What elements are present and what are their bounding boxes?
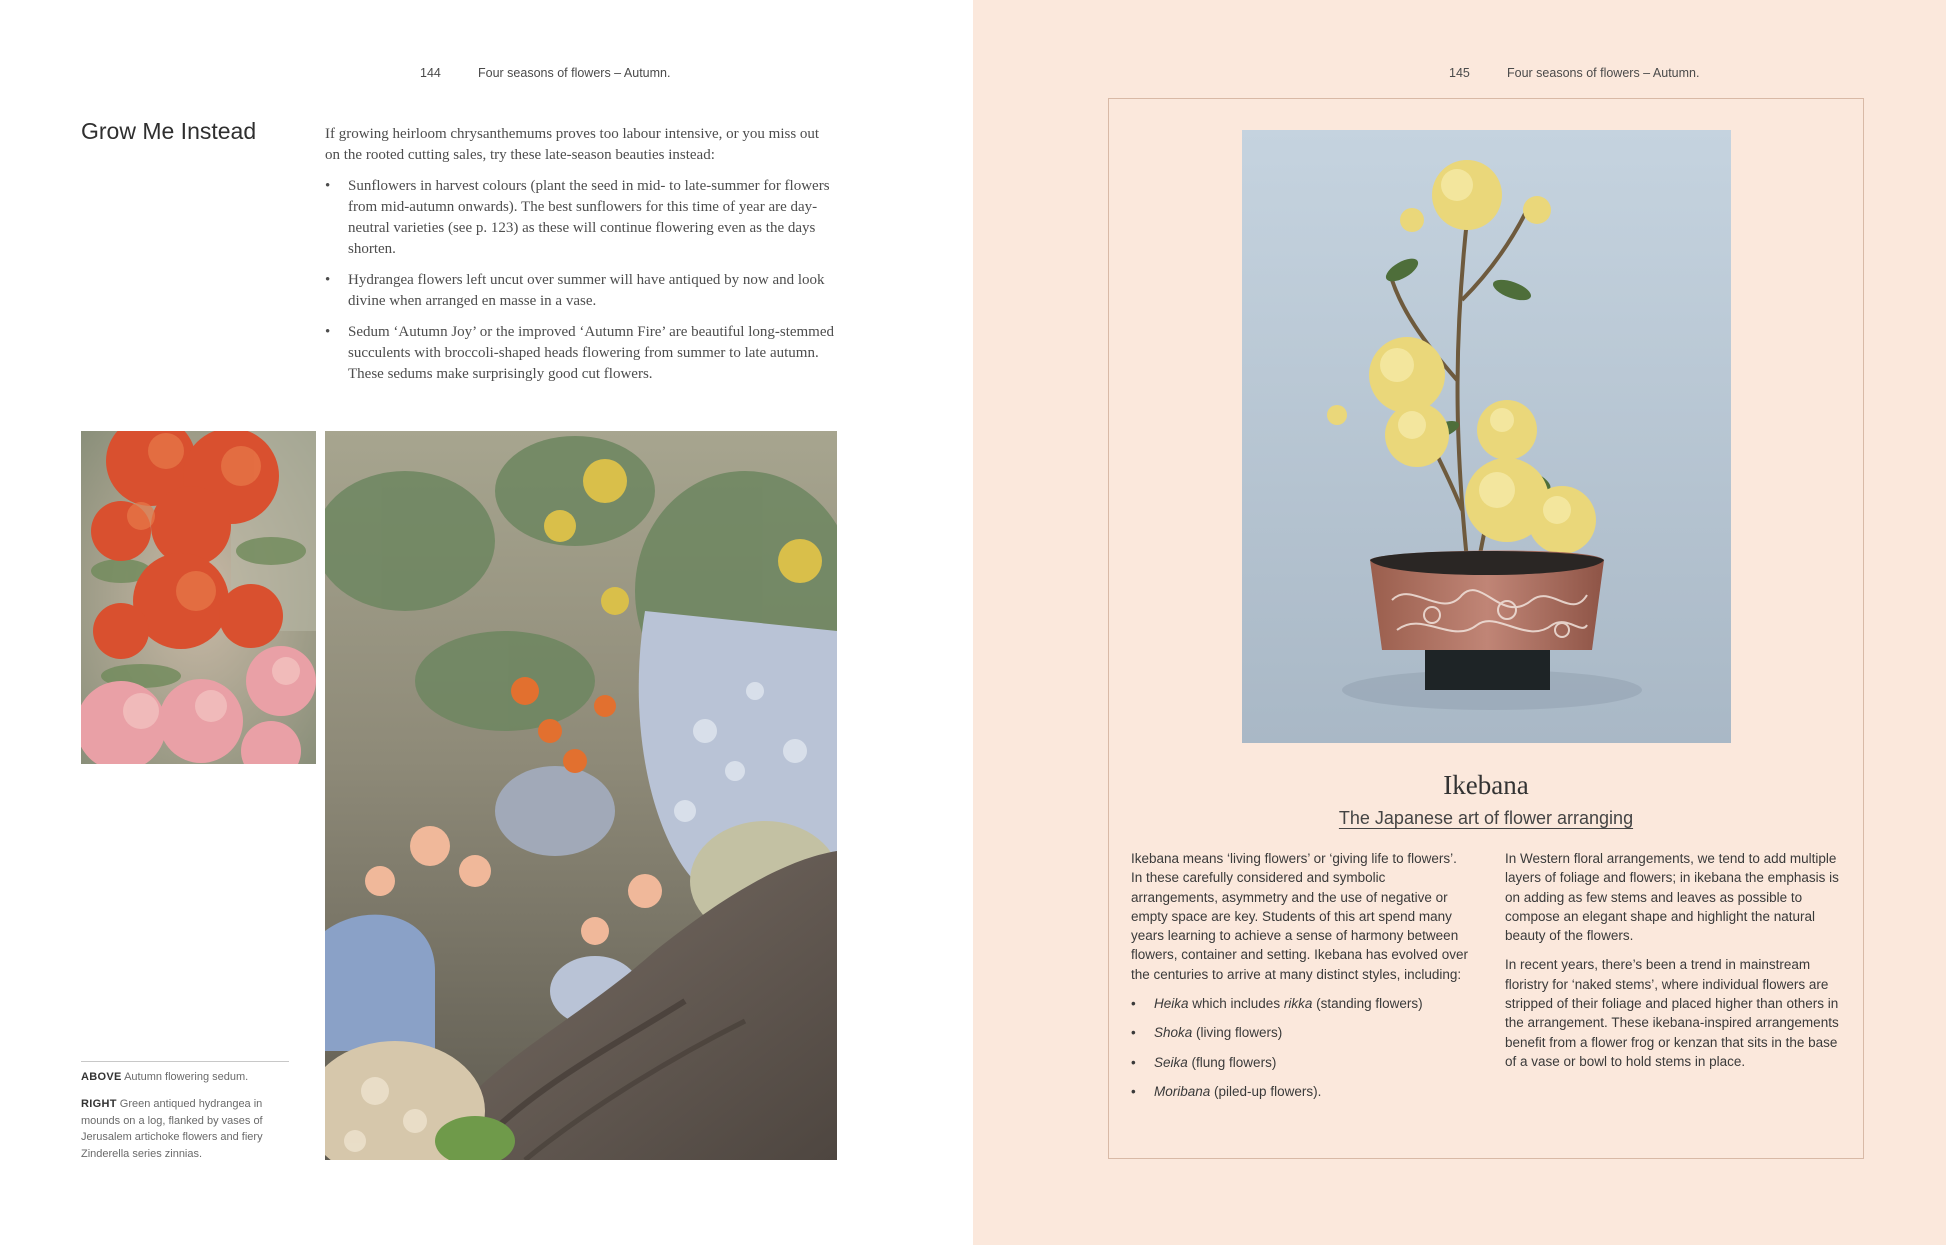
list-item: • Sedum ‘Autumn Joy’ or the improved ‘Autumn Fire’ are beautiful long-stemmed succulents with broccoli-shaped heads flowering from summer to late autumn. These sedums make surprisingly good cut flowers. [325,322,835,385]
caption-label: ABOVE [81,1071,122,1083]
list-item [1131,994,1471,1013]
style-desc: (flung flowers) [1187,1054,1277,1070]
ikebana-column-2 [1505,849,1845,1081]
style-desc: (piled-up flowers). [1210,1083,1322,1099]
style-name: Seika [1154,1054,1188,1070]
ikebana-subtitle: The Japanese art of flower arranging [1338,808,1634,828]
caption-text: Autumn flowering sedum. [124,1071,249,1083]
ikebana-photo [1242,130,1731,743]
right-page-number: 145 [1449,66,1470,80]
sedum-photo [81,431,316,764]
list-item: • Hydrangea flowers left uncut over summer will have antiqued by now and look divine when arranged en masse in a vase. [325,270,835,312]
list-item [1131,1023,1471,1042]
list-item [1131,1082,1471,1101]
caption-text: Green antiqued hydrangea in mounds on a log, flanked by vases of Jerusalem artichoke flowers and fiery Zinderella series zinnias. [81,1098,263,1160]
style-desc: (living flowers) [1192,1025,1283,1041]
caption-right [81,1096,296,1162]
ikebana-intro: Ikebana means ‘living flowers’ or ‘giving life to flowers’. In these carefully considered and symbolic arrangements, asymmetry and the use of negative or empty space are key. Students of this art spend many years learning to achieve a sense of harmony between flowers, container and setting. Ikebana has evolved over the centuries to arrive at many distinct styles, including: [1131,851,1468,982]
right-running-head-text: Four seasons of flowers – Autumn. [1507,66,1700,80]
left-running-head [420,66,670,80]
right-running-head [1449,66,1699,80]
ikebana-paragraph: In recent years, there’s been a trend in mainstream floristry for ‘naked stems’, where individual flowers are stripped of their foliage and placed higher than others in the arrangement. These ikebana-inspired arrangements benefit from a flower frog or kenzan that sits in the base of a vase or bowl to hold stems in place. [1505,957,1839,1069]
caption-above [81,1069,296,1086]
grow-me-instead-body [325,124,835,395]
left-page-number: 144 [420,66,441,80]
list-item: • Sunflowers in harvest colours (plant the seed in mid- to late-summer for flowers from mid-autumn onwards). The best sunflowers for this time of year are day-neutral varieties (see p. 123) as these will continue flowering even as the days shorten. [325,176,835,260]
style-name: Moribana [1154,1083,1211,1099]
intro-paragraph: If growing heirloom chrysanthemums proves too labour intensive, or you miss out on the rooted cutting sales, try these late-season beauties instead: [325,126,820,163]
ikebana-column-1 [1131,849,1471,1111]
left-running-head-text: Four seasons of flowers – Autumn. [478,66,671,80]
caption-label: RIGHT [81,1098,117,1110]
list-item [1131,1053,1471,1072]
ikebana-styles-list [1131,994,1471,1101]
hydrangea-photo [325,431,837,1160]
caption-divider [81,1061,289,1062]
section-heading: Grow Me Instead [81,118,257,144]
style-desc: (standing flowers) [1312,996,1423,1012]
ikebana-paragraph: In Western floral arrangements, we tend to add multiple layers of foliage and flowers; in ikebana the emphasis is on adding as few stems and leaves as possible to compose an elegant shape and highlight the natural beauty of the flowers. [1505,851,1839,944]
alternatives-list [325,176,835,385]
style-connector: which includes [1188,996,1284,1012]
style-name: Shoka [1154,1025,1193,1041]
style-name: Heika [1154,996,1189,1012]
ikebana-title: Ikebana [1443,770,1529,800]
style-name-secondary: rikka [1283,996,1313,1012]
ikebana-subtitle-wrap [1108,808,1864,829]
